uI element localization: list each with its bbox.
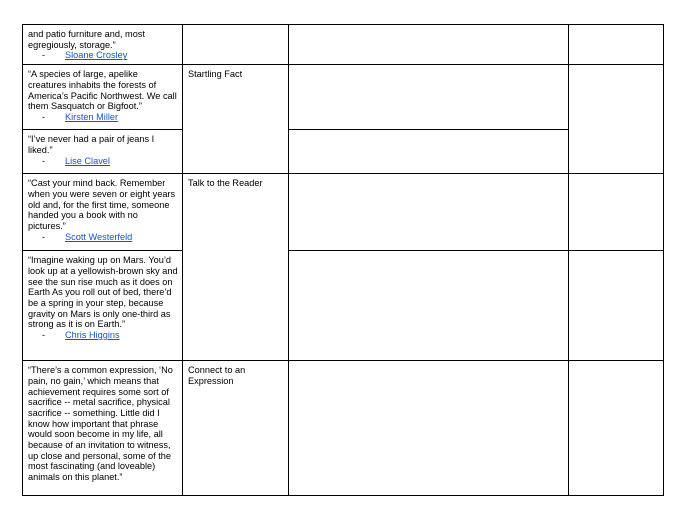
- empty-cell[interactable]: [569, 174, 664, 251]
- attribution: [42, 50, 178, 61]
- empty-cell[interactable]: [569, 361, 664, 496]
- quote-text: “I’ve never had a pair of jeans I liked.”: [28, 134, 155, 155]
- attribution: [42, 232, 178, 243]
- dash: -: [42, 111, 46, 122]
- author-link[interactable]: Scott Westerfeld: [65, 231, 133, 242]
- technique-cell: [183, 65, 289, 174]
- table-row: [23, 65, 664, 130]
- empty-cell[interactable]: [289, 25, 569, 65]
- empty-cell[interactable]: [289, 361, 569, 496]
- dash: -: [42, 155, 46, 166]
- attribution: [42, 112, 178, 123]
- hook-examples-table: [22, 24, 664, 496]
- empty-cell[interactable]: [289, 130, 569, 174]
- empty-cell[interactable]: [569, 25, 664, 65]
- attribution: [42, 330, 178, 341]
- empty-cell[interactable]: [289, 251, 569, 361]
- author-link[interactable]: Lise Clavel: [65, 155, 110, 166]
- quote-cell: [23, 25, 183, 65]
- quote-text: “Imagine waking up on Mars. You’d look up at a yellowish-brown sky and see the sun rise much as it does on Earth As you roll out of bed, there’d be a spring in your step, because gravity on Mars is only one-third as strong as it is on Earth.”: [28, 255, 178, 330]
- quote-cell: [23, 361, 183, 496]
- quote-cell: [23, 130, 183, 174]
- author-link[interactable]: Sloane Crosley: [65, 50, 128, 61]
- attribution: [42, 156, 178, 167]
- table-row: [23, 130, 664, 174]
- quote-text: “Cast your mind back. Remember when you were seven or eight years old and, for the first time, someone handed you a book with no pictures.”: [28, 178, 176, 231]
- author-link[interactable]: Kirsten Miller: [65, 111, 119, 122]
- empty-cell[interactable]: [569, 251, 664, 361]
- quote-text: “A species of large, apelike creatures inhabits the forests of America’s Pacific Northwest. We call them Sasquatch or Bigfoot.”: [28, 69, 177, 112]
- technique-label: Connect to an Expression: [188, 365, 246, 386]
- table-row: [23, 25, 664, 65]
- technique-label: Talk to the Reader: [188, 178, 263, 189]
- quote-cell: [23, 174, 183, 251]
- dash: -: [42, 50, 46, 61]
- table-row: [23, 251, 664, 361]
- technique-cell: [183, 174, 289, 361]
- technique-cell: [183, 25, 289, 65]
- empty-cell[interactable]: [289, 65, 569, 130]
- author-link[interactable]: Chris Higgins: [65, 330, 120, 341]
- technique-cell: [183, 361, 289, 496]
- table-row: [23, 174, 664, 251]
- table-row: [23, 361, 664, 496]
- empty-cell[interactable]: [569, 65, 664, 174]
- empty-cell[interactable]: [289, 174, 569, 251]
- quote-text: and patio furniture and, most egregiously, storage.”: [28, 29, 145, 50]
- dash: -: [42, 231, 46, 242]
- dash: -: [42, 330, 46, 341]
- technique-label: Startling Fact: [188, 69, 243, 80]
- quote-text: “There’s a common expression, ‘No pain, no gain,’ which means that achievement requires some sort of sacrifice -- metal sacrifice, physical sacrifice -- something. Little did I know how important that phrase would soon become in my life, all because of an invitation to witness, up close and personal, some of the most fascinating (and loveable) animals on this planet.”: [28, 365, 173, 483]
- quote-cell: [23, 65, 183, 130]
- quote-cell: [23, 251, 183, 361]
